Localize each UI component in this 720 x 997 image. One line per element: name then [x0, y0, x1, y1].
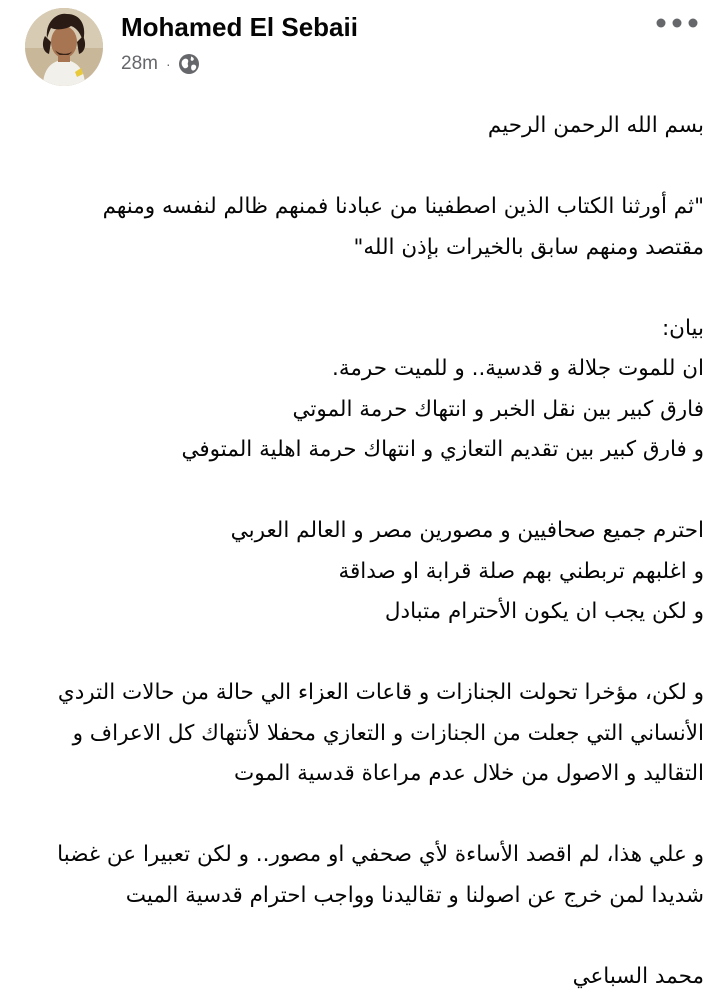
post-header — [0, 0, 720, 100]
post-text-line: شديدا لمن خرج عن اصولنا و تقاليدنا وواجب احترام قدسية الميت — [20, 876, 704, 917]
post-text-line: محمد السباعي — [20, 957, 704, 997]
paragraph-gap — [20, 268, 704, 309]
post-text — [20, 106, 704, 997]
post-text-line: و لكن، مؤخرا تحولت الجنازات و قاعات العزاء الي حالة من حالات التردي — [20, 673, 704, 714]
paragraph-gap — [20, 147, 704, 188]
paragraph-gap — [20, 916, 704, 957]
post-timestamp[interactable]: 28m — [121, 53, 158, 75]
avatar-photo — [25, 8, 103, 86]
post-text-line: و اغلبهم تربطني بهم صلة قرابة او صداقة — [20, 552, 704, 593]
post-text-line: و لكن يجب ان يكون الأحترام متبادل — [20, 592, 704, 633]
globe-icon[interactable] — [178, 53, 200, 75]
more-options-icon[interactable] — [652, 6, 702, 40]
paragraph-gap — [20, 633, 704, 674]
post-text-line: ان للموت جلالة و قدسية.. و للميت حرمة. — [20, 349, 704, 390]
avatar[interactable] — [25, 8, 103, 86]
paragraph-gap — [20, 795, 704, 836]
post-text-line: مقتصد ومنهم سابق بالخيرات بإذن الله" — [20, 228, 704, 269]
author-name[interactable]: Mohamed El Sebaii — [121, 10, 358, 44]
post-text-line: و فارق كبير بين تقديم التعازي و انتهاك حرمة اهلية المتوفي — [20, 430, 704, 471]
meta-separator: · — [166, 56, 171, 72]
paragraph-gap — [20, 471, 704, 512]
post-text-line: بيان: — [20, 309, 704, 350]
post-text-line: بسم الله الرحمن الرحيم — [20, 106, 704, 147]
post-text-line: الأنساني التي جعلت من الجنازات و التعازي محفلا لأنتهاك كل الاعراف و — [20, 714, 704, 755]
post-meta — [121, 51, 200, 77]
post-text-line: "ثم أورثنا الكتاب الذين اصطفينا من عبادنا فمنهم ظالم لنفسه ومنهم — [20, 187, 704, 228]
post-text-line: فارق كبير بين نقل الخبر و انتهاك حرمة الموتي — [20, 390, 704, 431]
post-text-line: و علي هذا، لم اقصد الأساءة لأي صحفي او مصور.. و لكن تعبيرا عن غضبا — [20, 835, 704, 876]
post-text-line: احترم جميع صحافيين و مصورين مصر و العالم العربي — [20, 511, 704, 552]
post-text-line: التقاليد و الاصول من خلال عدم مراعاة قدسية الموت — [20, 754, 704, 795]
